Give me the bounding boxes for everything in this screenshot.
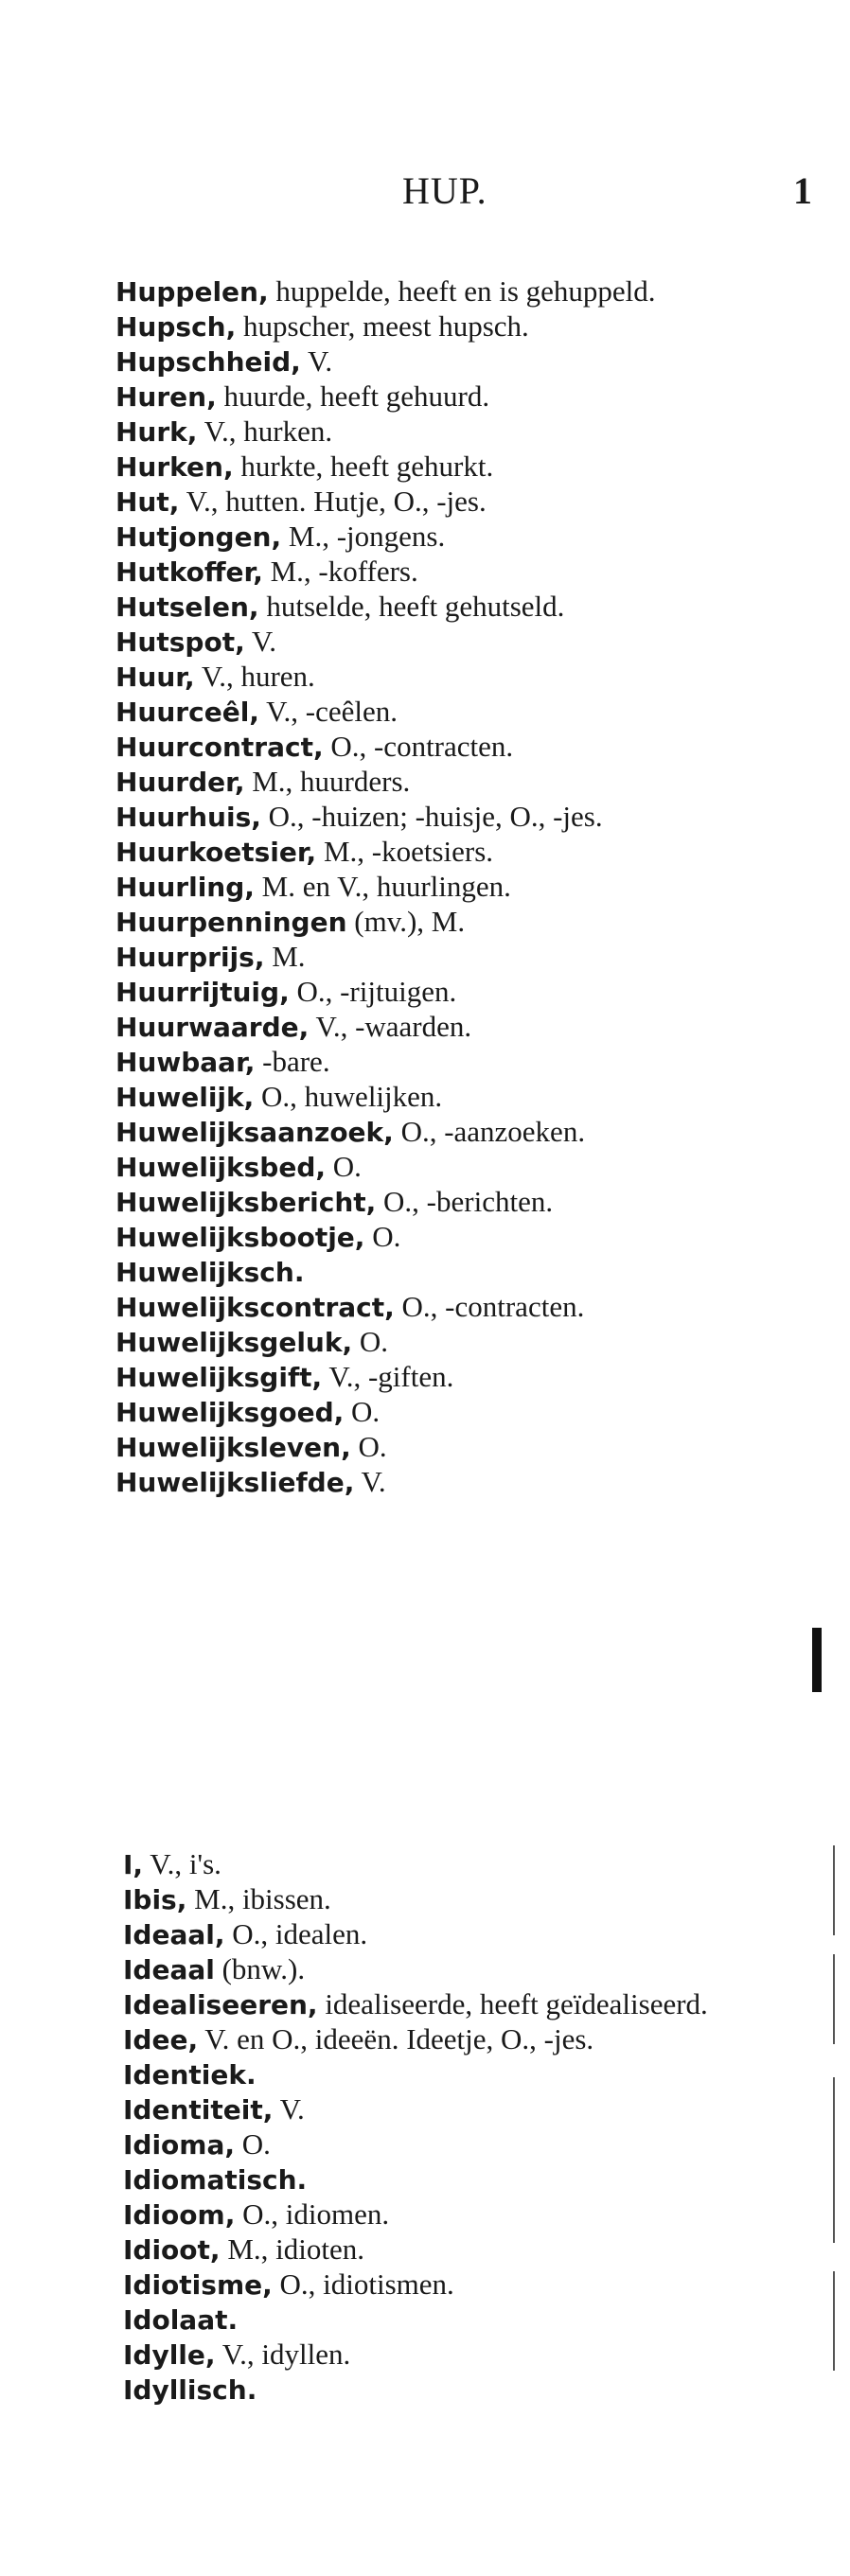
entry-headword: Idealiseeren, bbox=[123, 1989, 318, 2020]
entry-headword: Identiteit, bbox=[123, 2094, 274, 2126]
dictionary-entry bbox=[115, 1395, 799, 1430]
dictionary-entry bbox=[123, 1917, 799, 1952]
dictionary-entry bbox=[115, 590, 799, 625]
entry-headword: Idioma, bbox=[123, 2129, 236, 2161]
entry-headword: Huwelijksbed, bbox=[115, 1152, 327, 1183]
dictionary-entry bbox=[115, 1465, 799, 1500]
entry-headword: Hurken, bbox=[115, 451, 234, 483]
entry-definition: V. bbox=[354, 1465, 386, 1498]
entry-headword: Ideaal, bbox=[123, 1919, 225, 1950]
entry-definition: M., ibissen. bbox=[186, 1882, 331, 1915]
dictionary-entry bbox=[115, 450, 799, 485]
dictionary-entry bbox=[123, 2303, 799, 2338]
dictionary-entry bbox=[115, 379, 799, 415]
entry-definition: huurde, heeft gehuurd. bbox=[216, 379, 490, 413]
entry-headword: Huppelen, bbox=[115, 276, 269, 308]
entry-definition: M. bbox=[264, 940, 306, 973]
entry-headword: Hutjongen, bbox=[115, 521, 282, 553]
entry-headword: Huurcontract, bbox=[115, 732, 324, 763]
entry-definition: O. bbox=[352, 1325, 389, 1358]
entry-headword: Huwelijksbericht, bbox=[115, 1187, 377, 1218]
dictionary-entry bbox=[115, 309, 799, 344]
entry-headword: I, bbox=[123, 1849, 144, 1880]
entry-headword: Hupschheid, bbox=[115, 346, 301, 378]
dictionary-entry bbox=[123, 2267, 799, 2303]
entry-definition: O. bbox=[364, 1220, 401, 1253]
entry-definition: V. en O., ideeën. Ideetje, O., -jes. bbox=[198, 2022, 594, 2056]
entry-definition: O., -contracten. bbox=[323, 730, 514, 763]
entry-definition: hurkte, heeft gehurkt. bbox=[233, 450, 494, 483]
dictionary-entry bbox=[115, 660, 799, 695]
dictionary-entry bbox=[115, 1010, 799, 1045]
dictionary-entry bbox=[123, 1882, 799, 1917]
entry-headword: Huwelijksgift, bbox=[115, 1362, 323, 1393]
entry-definition: V., -ceêlen. bbox=[258, 695, 398, 728]
dictionary-entry bbox=[123, 2338, 799, 2373]
entry-definition: (mv.), M. bbox=[346, 905, 466, 938]
entry-definition: M., -koetsiers. bbox=[316, 835, 494, 868]
entry-headword: Huwelijksliefde, bbox=[115, 1467, 355, 1498]
dictionary-entry bbox=[115, 870, 799, 905]
dictionary-entry bbox=[123, 2373, 799, 2408]
entry-headword: Huurrijtuig, bbox=[115, 977, 290, 1008]
dictionary-entry bbox=[115, 1045, 799, 1080]
entry-headword: Huurwaarde, bbox=[115, 1012, 310, 1043]
dictionary-entry bbox=[115, 344, 799, 379]
entry-headword: Huur, bbox=[115, 662, 195, 693]
dictionary-entry bbox=[115, 1360, 799, 1395]
entry-headword: Identiek. bbox=[123, 2059, 257, 2091]
entry-definition: O., -huizen; -huisje, O., -jes. bbox=[260, 800, 603, 833]
entry-definition: O., idealen. bbox=[224, 1917, 368, 1950]
dictionary-entry bbox=[115, 835, 799, 870]
entry-headword: Hutkoffer, bbox=[115, 556, 263, 588]
dictionary-entry bbox=[115, 695, 799, 730]
dictionary-entry bbox=[115, 520, 799, 555]
entry-definition: O. bbox=[235, 2127, 271, 2161]
entry-headword: Huwelijksch. bbox=[115, 1257, 305, 1288]
entry-definition: M., idioten. bbox=[220, 2232, 364, 2266]
entry-headword: Huwbaar, bbox=[115, 1047, 256, 1078]
dictionary-entry bbox=[115, 555, 799, 590]
dictionary-entry bbox=[115, 1150, 799, 1185]
entry-headword: Ideaal bbox=[123, 1954, 215, 1985]
margin-rule bbox=[833, 2077, 835, 2243]
entry-definition: M., -koffers. bbox=[262, 555, 418, 588]
dictionary-entry bbox=[115, 1255, 799, 1290]
entry-headword: Huwelijkscontract, bbox=[115, 1292, 395, 1323]
entry-definition: O., -aanzoeken. bbox=[393, 1115, 586, 1148]
entry-definition: V. bbox=[273, 2092, 305, 2126]
entry-headword: Huurling, bbox=[115, 872, 255, 903]
dictionary-entry bbox=[115, 485, 799, 520]
dictionary-entry bbox=[115, 730, 799, 765]
dictionary-entry bbox=[123, 1987, 799, 2022]
entry-headword: Idiomatisch. bbox=[123, 2164, 308, 2196]
entry-headword: Huurprijs, bbox=[115, 942, 265, 973]
entry-definition: V., huren. bbox=[194, 660, 315, 693]
dictionary-entry bbox=[123, 2057, 799, 2092]
entry-definition: V., -giften. bbox=[322, 1360, 454, 1393]
entry-headword: Huwelijksbootje, bbox=[115, 1222, 365, 1253]
entry-definition: O., -berichten. bbox=[376, 1185, 554, 1218]
entry-headword: Hutspot, bbox=[115, 626, 245, 658]
entry-headword: Idioot, bbox=[123, 2234, 221, 2266]
dictionary-entry bbox=[123, 2162, 799, 2197]
entry-definition: O., idiotismen. bbox=[272, 2267, 454, 2301]
entry-definition: (bnw.). bbox=[214, 1952, 306, 1985]
entry-definition: V. bbox=[244, 625, 277, 658]
dictionary-entry bbox=[123, 2022, 799, 2057]
section-letter-marker bbox=[812, 1628, 822, 1692]
entry-definition: idealiseerde, heeft geïdealiseerd. bbox=[317, 1987, 708, 2020]
dictionary-entry bbox=[115, 1220, 799, 1255]
entry-definition: huppelde, heeft en is gehuppeld. bbox=[268, 274, 656, 308]
entry-headword: Idee, bbox=[123, 2024, 199, 2056]
dictionary-entry bbox=[115, 765, 799, 800]
dictionary-entry bbox=[123, 1847, 799, 1882]
entry-headword: Hurk, bbox=[115, 416, 198, 448]
dictionary-entry bbox=[115, 1115, 799, 1150]
entry-definition: -bare. bbox=[255, 1045, 330, 1078]
entry-definition: O., idiomen. bbox=[235, 2197, 390, 2231]
entry-definition: O., huwelijken. bbox=[254, 1080, 443, 1113]
dictionary-entry bbox=[123, 2127, 799, 2162]
entry-headword: Huurhuis, bbox=[115, 802, 261, 833]
dictionary-entry bbox=[115, 1080, 799, 1115]
entry-definition: V. bbox=[300, 344, 333, 378]
entry-headword: Hupsch, bbox=[115, 311, 237, 343]
entry-headword: Huwelijksgeluk, bbox=[115, 1327, 353, 1358]
dictionary-entry bbox=[115, 1430, 799, 1465]
entry-headword: Idyllisch. bbox=[123, 2374, 257, 2406]
entry-definition: V., -waarden. bbox=[309, 1010, 472, 1043]
entry-definition: O. bbox=[350, 1430, 387, 1463]
entry-headword: Huren, bbox=[115, 381, 217, 413]
entry-definition: O. bbox=[344, 1395, 381, 1428]
dictionary-entry bbox=[115, 274, 799, 309]
entry-definition: O. bbox=[326, 1150, 362, 1183]
dictionary-entry bbox=[115, 940, 799, 975]
entry-definition: M. en V., huurlingen. bbox=[254, 870, 511, 903]
entry-headword: Idiotisme, bbox=[123, 2269, 273, 2301]
entry-definition: hutselde, heeft gehutseld. bbox=[258, 590, 565, 623]
entry-headword: Huwelijksaanzoek, bbox=[115, 1117, 394, 1148]
entry-definition: hupscher, meest hupsch. bbox=[236, 309, 529, 343]
dictionary-entry bbox=[115, 625, 799, 660]
entry-headword: Idolaat. bbox=[123, 2304, 239, 2336]
entry-definition: O., -rijtuigen. bbox=[289, 975, 457, 1008]
dictionary-entry bbox=[115, 800, 799, 835]
page-header bbox=[0, 168, 850, 225]
entry-definition: V., idyllen. bbox=[215, 2338, 351, 2371]
dictionary-entry bbox=[123, 1952, 799, 1987]
dictionary-entry bbox=[115, 415, 799, 450]
entry-headword: Huurkoetsier, bbox=[115, 837, 317, 868]
dictionary-entry bbox=[123, 2232, 799, 2267]
margin-rule bbox=[833, 1845, 835, 1935]
entry-headword: Huwelijksleven, bbox=[115, 1432, 351, 1463]
entry-headword: Huurceêl, bbox=[115, 697, 259, 728]
entry-headword: Huurpenningen bbox=[115, 907, 347, 938]
running-head: HUP. bbox=[402, 169, 487, 212]
dictionary-entry bbox=[115, 975, 799, 1010]
entry-definition: V., hutten. Hutje, O., -jes. bbox=[179, 485, 487, 518]
entry-headword: Huwelijksgoed, bbox=[115, 1397, 345, 1428]
entry-definition: M., huurders. bbox=[244, 765, 411, 798]
margin-rule bbox=[833, 1954, 835, 2044]
dictionary-entry bbox=[115, 1325, 799, 1360]
entries-h-section bbox=[115, 274, 799, 1500]
entry-headword: Huurder, bbox=[115, 767, 245, 798]
entry-headword: Hut, bbox=[115, 486, 180, 518]
entry-headword: Idylle, bbox=[123, 2339, 216, 2371]
entry-definition: V., i's. bbox=[143, 1847, 221, 1880]
dictionary-entry bbox=[115, 1185, 799, 1220]
dictionary-entry bbox=[115, 905, 799, 940]
entry-headword: Idioom, bbox=[123, 2199, 236, 2231]
entries-i-section bbox=[123, 1847, 799, 2408]
entry-definition: V., hurken. bbox=[197, 415, 333, 448]
dictionary-entry bbox=[123, 2092, 799, 2127]
entry-headword: Huwelijk, bbox=[115, 1082, 255, 1113]
entry-headword: Hutselen, bbox=[115, 591, 259, 623]
margin-rule bbox=[833, 2271, 835, 2371]
entry-definition: M., -jongens. bbox=[281, 520, 446, 553]
dictionary-entry bbox=[115, 1290, 799, 1325]
page-number: 1 bbox=[793, 169, 812, 212]
entry-definition: O., -contracten. bbox=[394, 1290, 585, 1323]
dictionary-entry bbox=[123, 2197, 799, 2232]
entry-headword: Ibis, bbox=[123, 1884, 187, 1915]
